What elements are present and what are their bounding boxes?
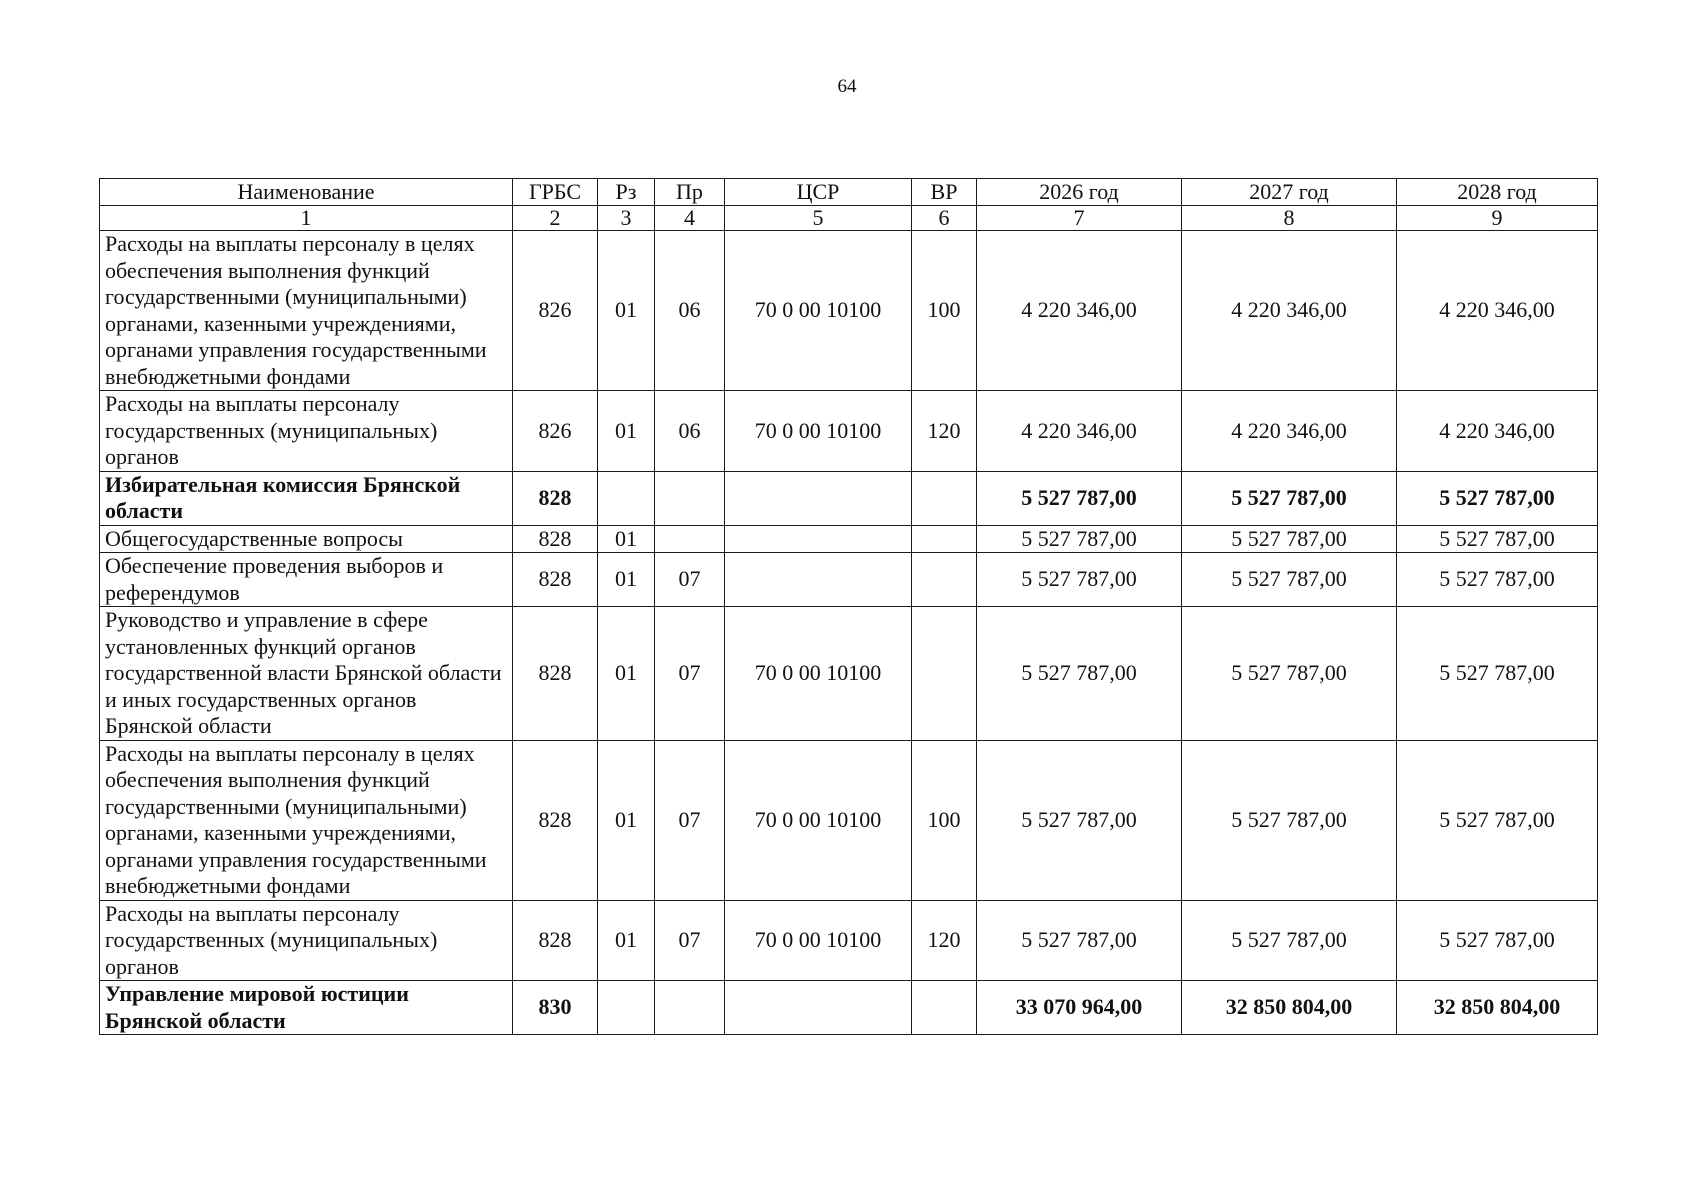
row-amount-2027: 4 220 346,00	[1182, 391, 1397, 472]
row-vr	[912, 981, 977, 1035]
table-row	[100, 607, 1598, 741]
row-name: Расходы на выплаты персоналу государственных (муниципальных) органов	[100, 900, 513, 981]
table-row	[100, 525, 1598, 553]
row-rz: 01	[598, 525, 655, 553]
row-amount-2027: 5 527 787,00	[1182, 525, 1397, 553]
row-grbs: 828	[513, 525, 598, 553]
table-row-section	[100, 471, 1598, 525]
page-number: 64	[837, 76, 857, 97]
row-grbs: 830	[513, 981, 598, 1035]
row-pr: 06	[655, 391, 725, 472]
row-pr: 07	[655, 607, 725, 741]
column-number-cell: 8	[1182, 206, 1397, 231]
row-amount-2027: 5 527 787,00	[1182, 740, 1397, 900]
row-amount-2028: 5 527 787,00	[1397, 900, 1598, 981]
header-cell-name: Наименование	[100, 179, 513, 206]
row-amount-2026: 5 527 787,00	[977, 740, 1182, 900]
row-name: Обеспечение проведения выборов и референдумов	[100, 553, 513, 607]
row-amount-2028: 5 527 787,00	[1397, 740, 1598, 900]
row-rz: 01	[598, 607, 655, 741]
row-amount-2026: 5 527 787,00	[977, 525, 1182, 553]
row-amount-2028: 4 220 346,00	[1397, 391, 1598, 472]
row-grbs: 828	[513, 553, 598, 607]
row-amount-2026: 5 527 787,00	[977, 900, 1182, 981]
row-rz: 01	[598, 553, 655, 607]
row-pr: 07	[655, 900, 725, 981]
row-amount-2028: 4 220 346,00	[1397, 231, 1598, 391]
column-number-cell: 3	[598, 206, 655, 231]
row-csr	[725, 981, 912, 1035]
row-csr: 70 0 00 10100	[725, 900, 912, 981]
row-name: Избирательная комиссия Брянской области	[100, 471, 513, 525]
column-number-cell: 2	[513, 206, 598, 231]
row-amount-2027: 32 850 804,00	[1182, 981, 1397, 1035]
row-amount-2026: 4 220 346,00	[977, 391, 1182, 472]
table-row	[100, 900, 1598, 981]
header-cell-2026: 2026 год	[977, 179, 1182, 206]
row-amount-2027: 5 527 787,00	[1182, 553, 1397, 607]
row-csr: 70 0 00 10100	[725, 391, 912, 472]
row-csr	[725, 553, 912, 607]
row-rz: 01	[598, 231, 655, 391]
row-csr	[725, 471, 912, 525]
column-number-cell: 7	[977, 206, 1182, 231]
header-cell-2028: 2028 год	[1397, 179, 1598, 206]
row-vr	[912, 471, 977, 525]
row-rz: 01	[598, 900, 655, 981]
row-vr	[912, 553, 977, 607]
row-vr: 120	[912, 391, 977, 472]
row-amount-2028: 5 527 787,00	[1397, 471, 1598, 525]
row-grbs: 828	[513, 740, 598, 900]
row-vr: 100	[912, 231, 977, 391]
table-row	[100, 740, 1598, 900]
row-amount-2028: 5 527 787,00	[1397, 525, 1598, 553]
row-pr: 07	[655, 740, 725, 900]
row-name: Расходы на выплаты персоналу в целях обеспечения выполнения функций государственными (муниципальными) органами, казенными учреждениями, органами управления государственными внебюджетными фондами	[100, 231, 513, 391]
column-number-cell: 1	[100, 206, 513, 231]
header-cell-csr: ЦСР	[725, 179, 912, 206]
row-csr: 70 0 00 10100	[725, 231, 912, 391]
row-vr	[912, 525, 977, 553]
column-number-cell: 9	[1397, 206, 1598, 231]
row-amount-2026: 4 220 346,00	[977, 231, 1182, 391]
table-row-section	[100, 981, 1598, 1035]
budget-table	[99, 178, 1598, 1035]
row-grbs: 828	[513, 607, 598, 741]
row-name: Расходы на выплаты персоналу государственных (муниципальных) органов	[100, 391, 513, 472]
row-csr	[725, 525, 912, 553]
table-row	[100, 391, 1598, 472]
column-number-row	[100, 206, 1598, 231]
row-vr: 120	[912, 900, 977, 981]
row-amount-2026: 5 527 787,00	[977, 607, 1182, 741]
row-amount-2027: 4 220 346,00	[1182, 231, 1397, 391]
table-row	[100, 553, 1598, 607]
row-pr	[655, 525, 725, 553]
row-pr	[655, 471, 725, 525]
column-number-cell: 5	[725, 206, 912, 231]
row-csr: 70 0 00 10100	[725, 740, 912, 900]
row-vr	[912, 607, 977, 741]
row-rz: 01	[598, 391, 655, 472]
header-cell-2027: 2027 год	[1182, 179, 1397, 206]
row-amount-2026: 33 070 964,00	[977, 981, 1182, 1035]
row-rz	[598, 471, 655, 525]
row-grbs: 826	[513, 391, 598, 472]
row-vr: 100	[912, 740, 977, 900]
header-cell-pr: Пр	[655, 179, 725, 206]
table-body	[100, 231, 1598, 1035]
row-rz	[598, 981, 655, 1035]
header-cell-rz: Рз	[598, 179, 655, 206]
row-name: Расходы на выплаты персоналу в целях обеспечения выполнения функций государственными (муниципальными) органами, казенными учреждениями, органами управления государственными внебюджетными фондами	[100, 740, 513, 900]
row-grbs: 826	[513, 231, 598, 391]
row-csr: 70 0 00 10100	[725, 607, 912, 741]
row-name: Руководство и управление в сфере установленных функций органов государственной власти Брянской области и иных государственных органов Брянской области	[100, 607, 513, 741]
row-grbs: 828	[513, 900, 598, 981]
row-amount-2028: 5 527 787,00	[1397, 607, 1598, 741]
row-pr	[655, 981, 725, 1035]
row-amount-2028: 5 527 787,00	[1397, 553, 1598, 607]
row-amount-2027: 5 527 787,00	[1182, 471, 1397, 525]
column-number-cell: 4	[655, 206, 725, 231]
row-amount-2026: 5 527 787,00	[977, 471, 1182, 525]
row-pr: 06	[655, 231, 725, 391]
row-amount-2028: 32 850 804,00	[1397, 981, 1598, 1035]
header-cell-vr: ВР	[912, 179, 977, 206]
row-rz: 01	[598, 740, 655, 900]
row-amount-2026: 5 527 787,00	[977, 553, 1182, 607]
column-number-cell: 6	[912, 206, 977, 231]
row-name: Общегосударственные вопросы	[100, 525, 513, 553]
header-cell-grbs: ГРБС	[513, 179, 598, 206]
row-amount-2027: 5 527 787,00	[1182, 900, 1397, 981]
header-row	[100, 179, 1598, 206]
row-pr: 07	[655, 553, 725, 607]
row-amount-2027: 5 527 787,00	[1182, 607, 1397, 741]
table-row	[100, 231, 1598, 391]
row-grbs: 828	[513, 471, 598, 525]
row-name: Управление мировой юстиции Брянской области	[100, 981, 513, 1035]
